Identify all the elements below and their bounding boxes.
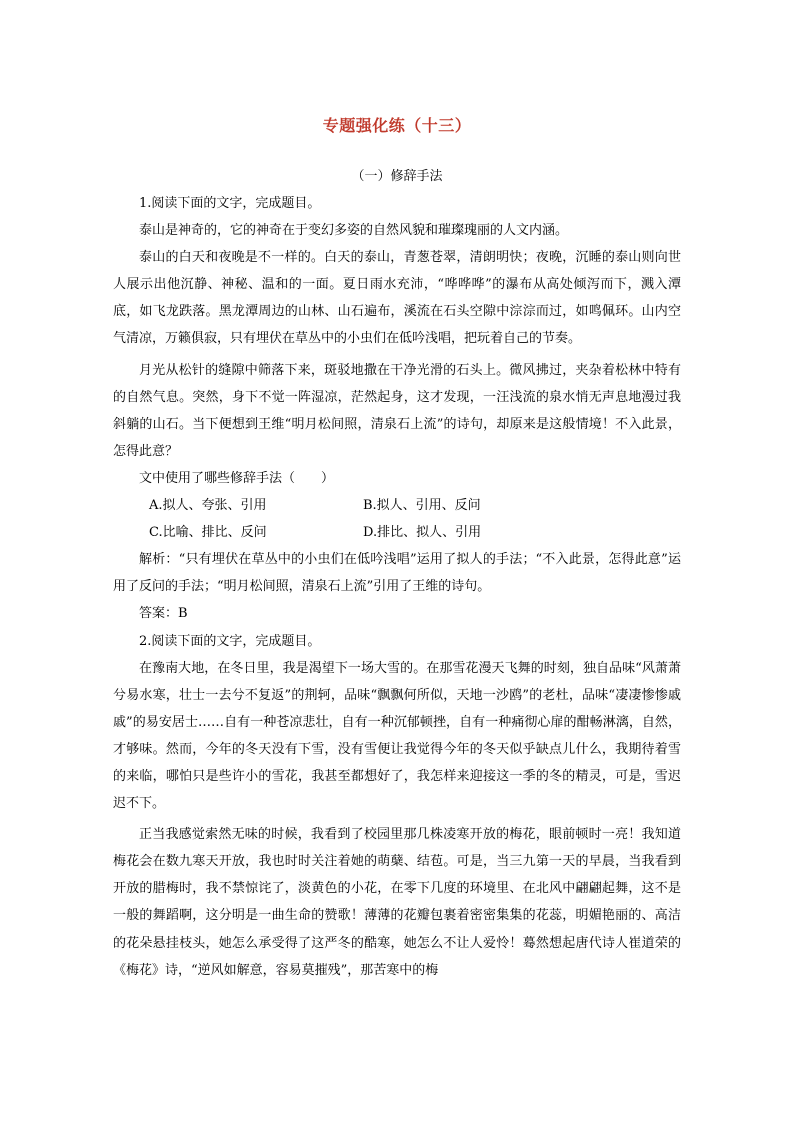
question-1-stem: 1.阅读下面的文字，完成题目。 — [139, 196, 321, 211]
question-2-paragraph-2: 正当我感觉索然无味的时候，我看到了校园里那几株凌寒开放的梅花，眼前顿时一亮！我知道梅花会在数九寒天开放，我也时时关注着她的萌蘖、结苞。可是，当三九第一天的早晨，当我看到开放的腊梅时，我不禁惊诧了，淡黄色的小花，在零下几度的环境里、在北风中翩翩起舞，这不是一般的舞蹈啊，这分明是一曲生命的赞歌！薄薄的花瓣包裹着密密集集的花蕊，明媚艳丽的、高洁的花朵悬挂枝头，她怎么承受得了这严冬的酷寒，她怎么不让人爱怜！蓦然想起唐代诗人崔道荣的《梅花》诗，“逆风如解意，容易莫摧残”，那苦寒中的梅 — [113, 827, 681, 978]
question-1-paragraph-2: 泰山的白天和夜晚是不一样的。白天的泰山，青葱苍翠，清朗明快；夜晚，沉睡的泰山则向世人展示出他沉静、神秘、温和的一面。夏日雨水充沛，“哗哗哗”的瀑布从高处倾泻而下，溅入潭底，如飞龙跌落。黑龙潭周边的山林、山石遍布，溪流在石头空隙中淙淙而过，如鸣佩环。山内空气清凉，万籁俱寂，只有埋伏在草丛中的小虫们在低吟浅唱，把玩着自己的节奏。 — [113, 250, 681, 347]
question-1-answer: 答案：B — [139, 606, 188, 622]
question-2-stem: 2.阅读下面的文字，完成题目。 — [139, 633, 321, 649]
option-b: B.拟人、引用、反问 — [363, 498, 481, 514]
options-row-1 — [113, 492, 681, 519]
question-1-paragraph-1: 泰山是神奇的，它的神奇在于变幻多姿的自然风貌和璀璨瑰丽的人文内涵。 — [139, 223, 569, 239]
section-heading: （一）修辞手法 — [351, 169, 443, 184]
question-1-paragraph-3: 月光从松针的缝隙中筛落下来，斑驳地撒在干净光滑的石头上。微风拂过，夹杂着松林中特有的自然气息。突然，身下不觉一阵湿凉，茫然起身，这才发现，一汪浅流的泉水悄无声息地漫过我斜躺的山石。当下便想到王维“明月松间照，清泉石上流”的诗句，却原来是这般情境！不入此景，怎得此意？ — [113, 362, 681, 459]
question-1-prompt: 文中使用了哪些修辞手法（ ） — [139, 470, 335, 486]
document-body — [113, 190, 681, 984]
options-row-2 — [113, 519, 681, 546]
option-d: D.排比、拟人、引用 — [363, 525, 482, 541]
question-2-paragraph-1: 在豫南大地，在冬日里，我是渴望下一场大雪的。在那雪花漫天飞舞的时刻，独自品味“风萧萧兮易水寒，壮士一去兮不复返”的荆轲，品味“飘飘何所似，天地一沙鸥”的老杜，品味“凄凄惨惨戚戚”的易安居士……自有一种苍凉悲壮，自有一种沉郁顿挫，自有一种痛彻心扉的酣畅淋漓，自然，才够味。然而，今年的冬天没有下雪，没有雪便让我觉得今年的冬天似乎缺点儿什么，我期待着雪的来临，哪怕只是些许小的雪花，我甚至都想好了，我怎样来迎接这一季的冬的精灵，可是，雪迟迟不下。 — [113, 660, 681, 812]
page-title: 专题强化练（十三） — [322, 116, 472, 135]
question-1-analysis: 解析：“只有埋伏在草丛中的小虫们在低吟浅唱”运用了拟人的手法；“不入此景，怎得此意”运用了反问的手法；“明月松间照，清泉石上流”引用了王维的诗句。 — [113, 552, 681, 595]
option-a: A.拟人、夸张、引用 — [149, 498, 267, 514]
option-c: C.比喻、排比、反问 — [149, 525, 267, 541]
